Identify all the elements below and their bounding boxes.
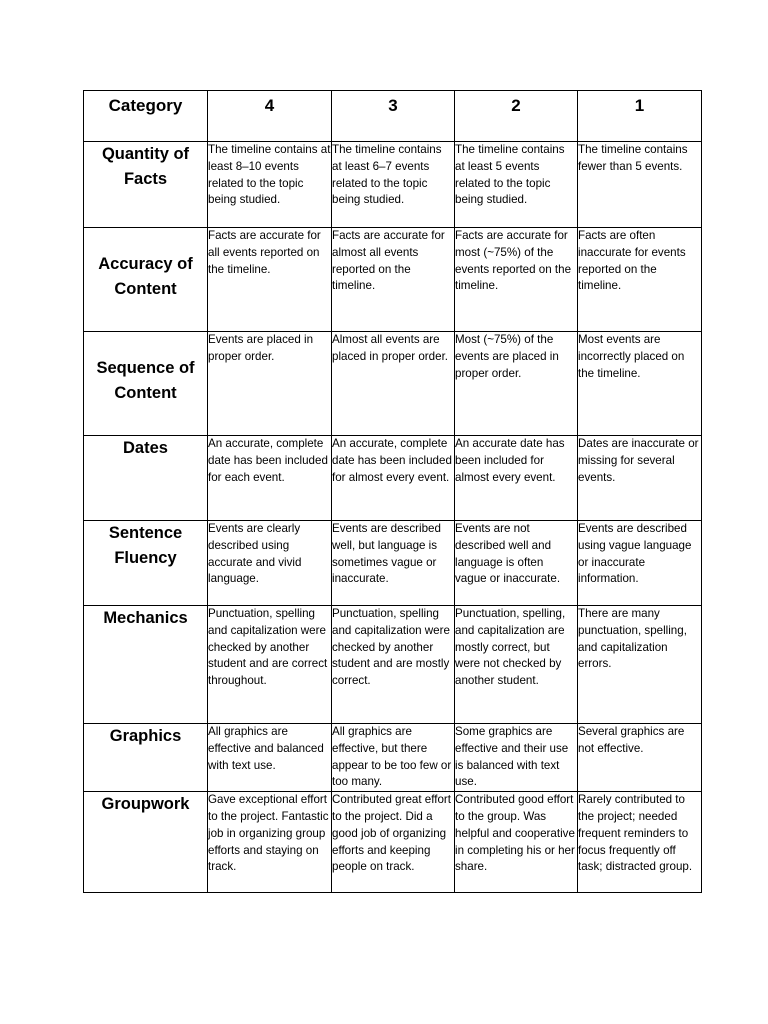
- criteria-cell-3: Almost all events are placed in proper order.: [332, 332, 455, 436]
- category-label: Graphics: [84, 724, 208, 792]
- header-score-1: 1: [578, 91, 702, 142]
- header-score-3: 3: [332, 91, 455, 142]
- criteria-cell-4: Punctuation, spelling and capitalization were checked by another student and are correct throughout.: [208, 606, 332, 724]
- row-sentence-fluency: [84, 521, 702, 606]
- criteria-cell-1: Most events are incorrectly placed on the timeline.: [578, 332, 702, 436]
- criteria-cell-1: The timeline contains fewer than 5 events.: [578, 142, 702, 228]
- criteria-cell-2: Events are not described well and language is often vague or inaccurate.: [455, 521, 578, 606]
- criteria-cell-1: There are many punctuation, spelling, and capitalization errors.: [578, 606, 702, 724]
- row-graphics: [84, 724, 702, 792]
- category-label: Sequence of Content: [84, 332, 208, 436]
- row-sequence-of-content: [84, 332, 702, 436]
- criteria-cell-4: Gave exceptional effort to the project. Fantastic job in organizing group efforts and staying on track.: [208, 792, 332, 893]
- criteria-cell-1: Several graphics are not effective.: [578, 724, 702, 792]
- rubric-table: [83, 90, 702, 893]
- category-label: Mechanics: [84, 606, 208, 724]
- header-row: [84, 91, 702, 142]
- criteria-cell-1: Events are described using vague language or inaccurate information.: [578, 521, 702, 606]
- criteria-cell-4: The timeline contains at least 8–10 events related to the topic being studied.: [208, 142, 332, 228]
- category-label: Accuracy of Content: [84, 228, 208, 332]
- criteria-cell-2: An accurate date has been included for almost every event.: [455, 436, 578, 521]
- category-label: Sentence Fluency: [84, 521, 208, 606]
- criteria-cell-3: Punctuation, spelling and capitalization were checked by another student and are mostly correct.: [332, 606, 455, 724]
- criteria-cell-3: Contributed great effort to the project. Did a good job of organizing efforts and keeping people on track.: [332, 792, 455, 893]
- criteria-cell-4: Events are clearly described using accurate and vivid language.: [208, 521, 332, 606]
- criteria-cell-2: The timeline contains at least 5 events related to the topic being studied.: [455, 142, 578, 228]
- criteria-cell-2: Contributed good effort to the group. Was helpful and cooperative in completing his or her share.: [455, 792, 578, 893]
- criteria-cell-4: An accurate, complete date has been included for each event.: [208, 436, 332, 521]
- criteria-cell-2: Facts are accurate for most (~75%) of the events reported on the timeline.: [455, 228, 578, 332]
- criteria-cell-4: Events are placed in proper order.: [208, 332, 332, 436]
- row-dates: [84, 436, 702, 521]
- criteria-cell-3: Facts are accurate for almost all events reported on the timeline.: [332, 228, 455, 332]
- criteria-cell-1: Rarely contributed to the project; needed frequent reminders to focus frequently off task; distracted group.: [578, 792, 702, 893]
- criteria-cell-4: Facts are accurate for all events reported on the timeline.: [208, 228, 332, 332]
- category-label: Groupwork: [84, 792, 208, 893]
- row-quantity-of-facts: [84, 142, 702, 228]
- header-score-4: 4: [208, 91, 332, 142]
- criteria-cell-1: Dates are inaccurate or missing for several events.: [578, 436, 702, 521]
- criteria-cell-2: Punctuation, spelling, and capitalization are mostly correct, but were not checked by another student.: [455, 606, 578, 724]
- criteria-cell-4: All graphics are effective and balanced with text use.: [208, 724, 332, 792]
- row-accuracy-of-content: [84, 228, 702, 332]
- criteria-cell-3: The timeline contains at least 6–7 events related to the topic being studied.: [332, 142, 455, 228]
- category-label: Quantity of Facts: [84, 142, 208, 228]
- row-mechanics: [84, 606, 702, 724]
- criteria-cell-3: All graphics are effective, but there appear to be too few or too many.: [332, 724, 455, 792]
- criteria-cell-1: Facts are often inaccurate for events reported on the timeline.: [578, 228, 702, 332]
- category-label: Dates: [84, 436, 208, 521]
- row-groupwork: [84, 792, 702, 893]
- criteria-cell-3: An accurate, complete date has been included for almost every event.: [332, 436, 455, 521]
- header-score-2: 2: [455, 91, 578, 142]
- header-category: Category: [84, 91, 208, 142]
- criteria-cell-3: Events are described well, but language is sometimes vague or inaccurate.: [332, 521, 455, 606]
- criteria-cell-2: Some graphics are effective and their use is balanced with text use.: [455, 724, 578, 792]
- criteria-cell-2: Most (~75%) of the events are placed in proper order.: [455, 332, 578, 436]
